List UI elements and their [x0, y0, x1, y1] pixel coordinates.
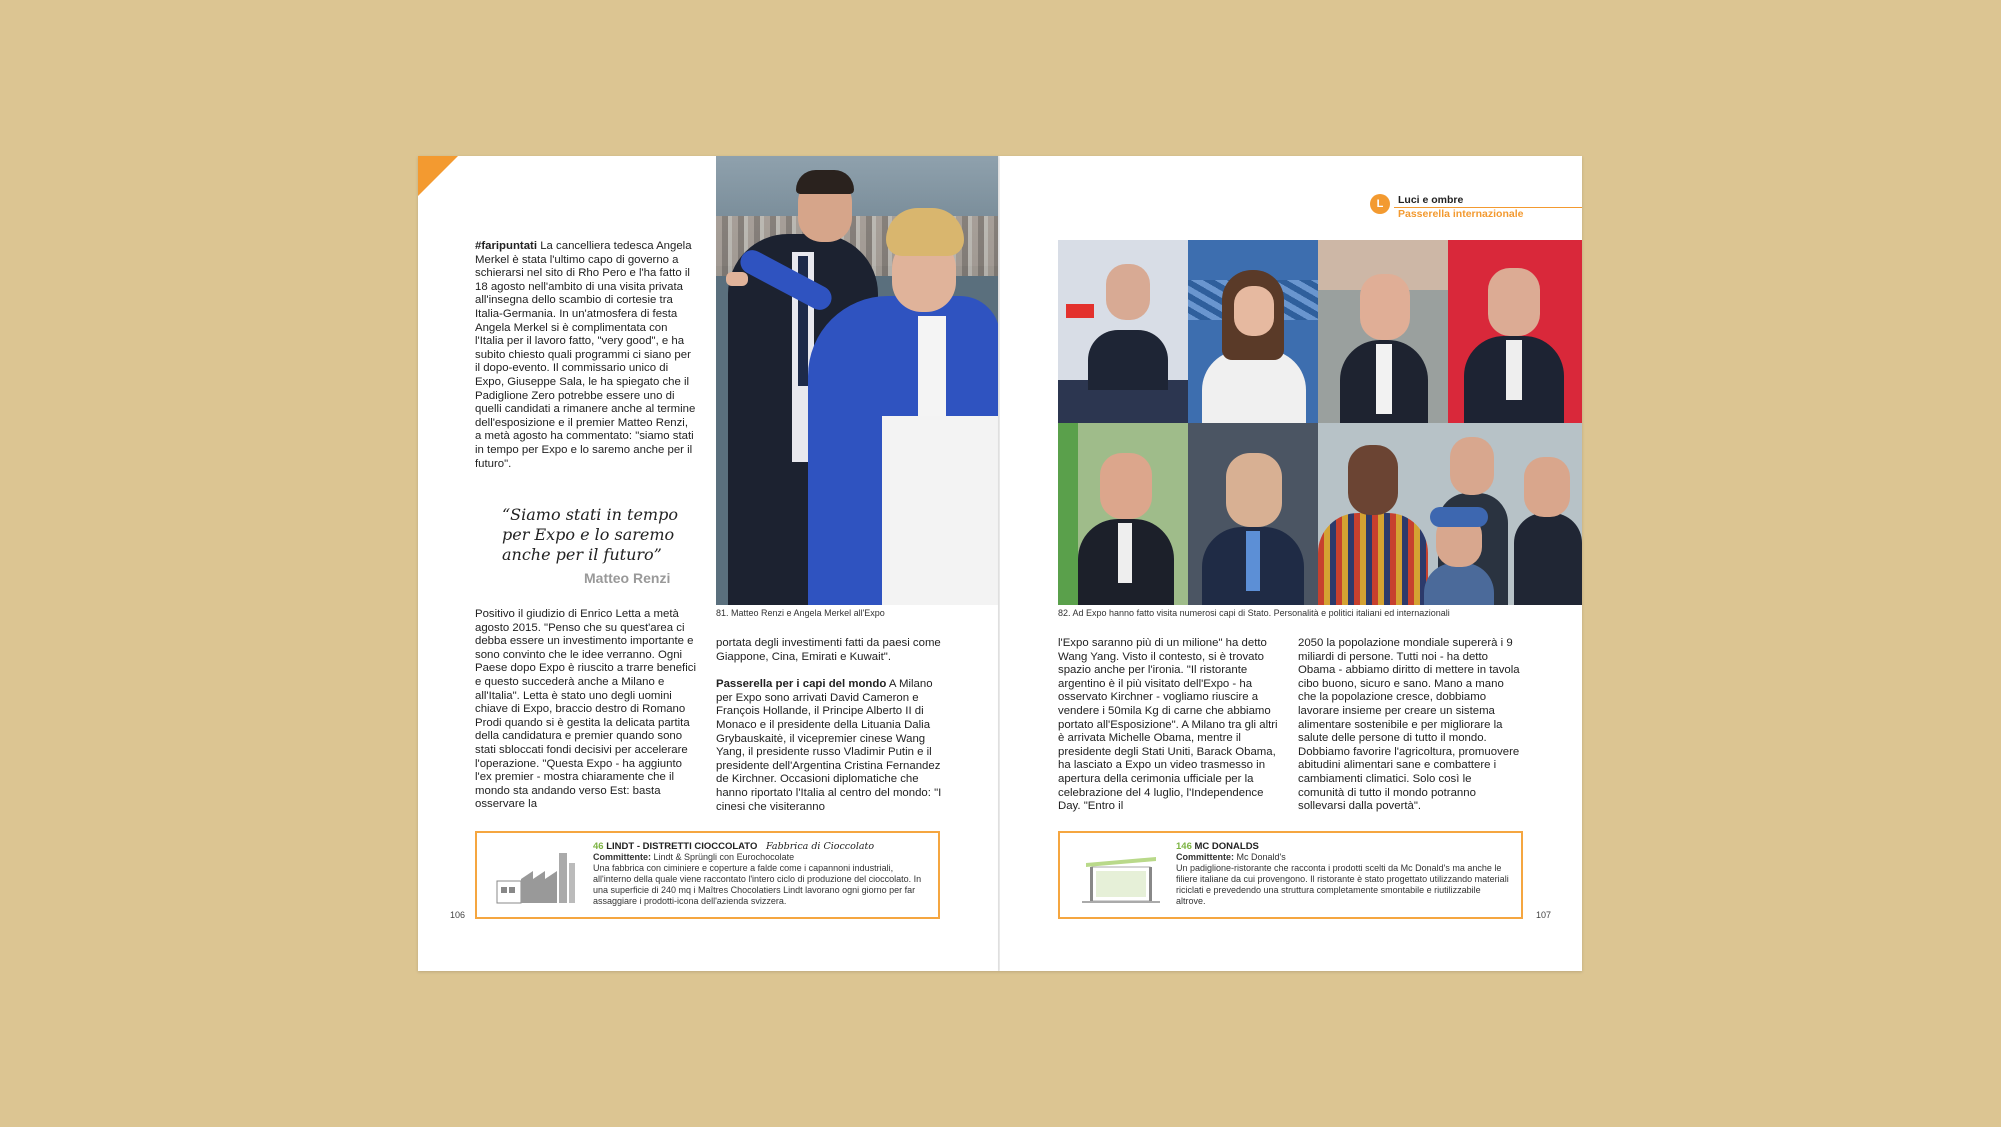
section-letter-badge: L: [1370, 194, 1390, 214]
page-corner-tab: [418, 156, 458, 196]
photo-cameron: [1318, 240, 1448, 423]
photo-kirchner: [1188, 240, 1318, 423]
intro-paragraph: [475, 240, 697, 471]
pavilion-box-lindt: [475, 831, 940, 919]
section-title: Luci e ombre: [1398, 194, 1464, 206]
photo-renzi-merkel: [716, 156, 1000, 605]
intro-text: La cancelliera tedesca Angela Merkel è stata l'ultimo capo di governo a schierarsi nel sito di Rho Pero e l'ha fatto il 18 agosto nell'ambito di una visita privata all'insegna dello scambio di cortesie tra Italia-Germania. In un'atmosfera di festa Angela Merkel si è complimentata con l'Italia per il lavoro fatto, "very good", e ha subito chiesto quali programmi ci siano per il dopo-evento. Il commissario unico di Expo, Giuseppe Sala, le ha spiegato che il Padiglione Zero potrebbe essere uno di quelli candidati a rimanere anche al termine dell'esposizione e il premier Matteo Renzi, a metà agosto ha commentato: "siamo stati in tempo per Expo e lo saremo anche per il futuro".: [475, 240, 696, 470]
photo-hollande: [1058, 423, 1188, 605]
pavilion-title: MC DONALDS: [1194, 841, 1259, 852]
page-number-left: 106: [450, 910, 466, 920]
pavilion-box-mcdonalds: [1058, 831, 1523, 919]
client-name: Lindt & Sprüngli con Eurochocolate: [653, 852, 795, 862]
left-column-text: Positivo il giudizio di Enrico Letta a metà agosto 2015. "Penso che su quest'area ci debba essere un investimento importante e sono convinto che le idee verranno. Ogni Paese dopo Expo è riuscito a trarre benefici e questo succederà anche a Milano e all'Italia". Letta è stato uno degli uomini chiave di Expo, braccio destro di Romano Prodi quando si è gestita la delicata partita della candidatura e premier quando sono stati sbloccati fondi decisivi per accelerare l'operazione. "Questa Expo - ha aggiunto l'ex premier - mostra chiaramente che il mondo sta andando verso Est: basta osservare la: [475, 608, 696, 811]
pavilion-subtitle: Fabbrica di Cioccolato: [765, 841, 875, 852]
client-label: Committente:: [593, 852, 651, 862]
pavilion-description: Una fabbrica con ciminiere e coperture a falde come i capannoni industriali, all'interno della quale viene raccontato l'intero ciclo di produzione del cioccolato. In una superficie di 240 mq i Maîtres Chocolatiers Lindt lavorano ogni giorno per far assaggiare i prodotti-icona dell'azienda svizzera.: [593, 863, 922, 906]
pavilion-number: 146: [1176, 841, 1192, 852]
pavilion-title: LINDT - DISTRETTI CIOCCOLATO: [606, 841, 758, 852]
right-page: [1000, 156, 1582, 971]
photo-putin: [1058, 240, 1188, 423]
photo-caption-81: 81. Matteo Renzi e Angela Merkel all'Expo: [716, 608, 885, 618]
box-text-mcdonalds: [1176, 841, 1509, 907]
box-title-lindt: [593, 841, 926, 852]
right-page-column-1: l'Expo saranno più di un milione" ha detto Wang Yang. Visto il contesto, si è trovato spazio anche per l'ironia. "Il ristorante argentino è il più visitato dell'Expo - ha osservato Kirchner - vogliamo riuscire a vendere i 50mila Kg di carne che abbiamo portato all'Esposizione". A Milano tra gli altri è arrivata Michelle Obama, mentre il presidente degli Stati Uniti, Barack Obama, ha lasciato a Expo un video trasmesso in apertura della cerimonia ufficiale per la celebrazione del 4 luglio, l'Independence Day. "Entro il: [1058, 637, 1278, 813]
page-number-right: 107: [1536, 910, 1552, 920]
pavilion-number: 46: [593, 841, 604, 852]
pavilion-icon: [1076, 849, 1166, 905]
photo-caption-82: 82. Ad Expo hanno fatto visita numerosi capi di Stato. Personalità e politici italiani ed internazionali: [1058, 608, 1450, 618]
left-page: [418, 156, 1000, 971]
right-column-text: [716, 637, 942, 814]
client-label: Committente:: [1176, 852, 1234, 862]
box-text-lindt: [593, 841, 926, 907]
hashtag: #faripuntati: [475, 240, 538, 252]
column-text-passerella: A Milano per Expo sono arrivati David Cameron e François Hollande, il Principe Alberto II di Monaco e il presidente della Lituania Dalia Grybauskaitė, il vicepremier cinese Wang Yang, il presidente russo Vladimir Putin e il presidente dell'Argentina Cristina Fernandez de Kirchner. Occasioni diplomatiche che hanno riportato l'Italia al centro del mondo: "I cinesi che visiteranno: [716, 678, 942, 813]
pavilion-description: Un padiglione-ristorante che racconta i prodotti scelti da Mc Donald's ma anche le filiere italiane da cui provengono. Il ristorante è stato progettato utilizzando materiali riciclati e prevedendo una struttura completamente smontabile e riutilizzabile altrove.: [1176, 863, 1509, 906]
section-header: [1370, 192, 1582, 224]
photo-prince-albert: [1448, 240, 1582, 423]
pull-quote: “Siamo stati in tempo per Expo e lo saremo anche per il futuro”: [502, 505, 678, 564]
section-subtitle: Passerella internazionale: [1398, 208, 1524, 220]
factory-icon: [493, 849, 583, 905]
client-name: Mc Donald's: [1236, 852, 1286, 862]
photo-wang-yang: [1188, 423, 1318, 605]
photo-obama-group: [1318, 423, 1582, 605]
box-title-mcdonalds: [1176, 841, 1509, 852]
book-spread: [418, 156, 1582, 971]
subheading-passerella: Passerella per i capi del mondo: [716, 678, 887, 691]
right-page-column-2: 2050 la popolazione mondiale supererà i 9 miliardi di persone. Tutti noi - ha detto Obama - abbiamo diritto di mettere in tavola cibo buono, sicuro e sano. Mano a mano che la popolazione cresce, dobbiamo lavorare insieme per creare un sistema alimentare sostenibile e per migliorare la salute delle persone di tutto il mondo. Dobbiamo favorire l'agricoltura, promuovere abitudini alimentari sane e combattere i cambiamenti climatici. Solo così le comunità di tutto il mondo potranno sollevarsi dalla povertà".: [1298, 637, 1520, 813]
quote-author: Matteo Renzi: [584, 570, 671, 586]
column-text-continued: portata degli investimenti fatti da paesi come Giappone, Cina, Emirati e Kuwait".: [716, 637, 941, 663]
